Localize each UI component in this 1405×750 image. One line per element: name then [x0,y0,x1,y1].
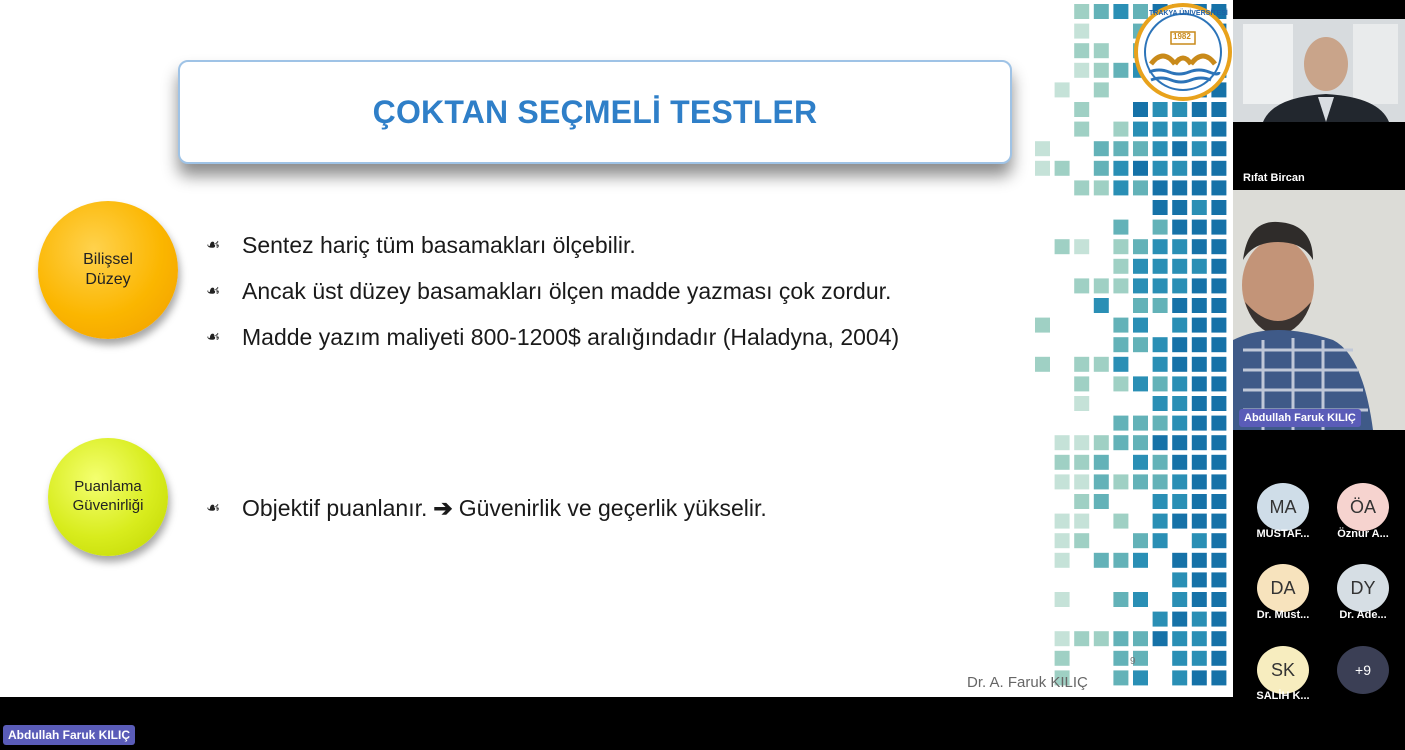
mosaic-square [1074,43,1089,58]
mosaic-square [1094,43,1109,58]
university-logo [1133,2,1233,102]
mosaic-square [1074,278,1089,293]
mosaic-square [1153,298,1168,313]
mosaic-square [1055,435,1070,450]
mosaic-square [1055,161,1070,176]
mosaic-square [1094,4,1109,19]
mosaic-square [1172,435,1187,450]
mosaic-square [1074,357,1089,372]
mosaic-square [1113,474,1128,489]
mosaic-square [1094,180,1109,195]
participants-panel [1233,0,1405,750]
mosaic-square [1172,357,1187,372]
participant-name: SALİH K... [1256,690,1310,702]
mosaic-square [1094,631,1109,646]
avatar-initials: DY [1350,577,1376,598]
participant-name: Rıfat Bircan [1243,172,1305,184]
mosaic-square [1192,514,1207,529]
list-item [206,268,899,314]
mosaic-square [1153,122,1168,137]
participant-avatar[interactable] [1337,483,1389,531]
mosaic-square [1192,318,1207,333]
mosaic-square [1172,514,1187,529]
mosaic-square [1192,612,1207,627]
participant-video-image [1233,190,1405,430]
mosaic-square [1074,435,1089,450]
mosaic-square [1153,141,1168,156]
mosaic-square [1113,141,1128,156]
mosaic-square [1074,396,1089,411]
mosaic-square [1133,180,1148,195]
mosaic-square [1074,24,1089,39]
mosaic-square [1133,259,1148,274]
mosaic-square [1172,631,1187,646]
mosaic-square [1192,592,1207,607]
slide-footer-author: Dr. A. Faruk KILIÇ [967,674,1088,691]
mosaic-square [1094,474,1109,489]
mosaic-square [1172,278,1187,293]
slide-page-number: 9 [1130,656,1136,667]
mosaic-square [1113,651,1128,666]
mosaic-square [1133,553,1148,568]
mosaic-square [1055,592,1070,607]
mosaic-square [1113,670,1128,685]
mosaic-square [1172,474,1187,489]
mosaic-square [1192,670,1207,685]
more-count: +9 [1355,662,1371,678]
mosaic-square [1094,357,1109,372]
mosaic-square [1211,494,1226,509]
participant-name: Öznur A... [1337,528,1389,540]
participant-avatar[interactable] [1257,483,1309,531]
circle-label: Bilişsel Düzey [83,251,133,288]
mosaic-square [1094,161,1109,176]
mosaic-square [1094,553,1109,568]
mosaic-square [1172,102,1187,117]
mosaic-square [1133,455,1148,470]
mosaic-square [1172,161,1187,176]
mosaic-square [1113,259,1128,274]
mosaic-square [1211,670,1226,685]
mosaic-square [1133,533,1148,548]
bullet-text: Sentez hariç tüm basamakları ölçebilir. [242,231,636,258]
mosaic-square [1192,220,1207,235]
mosaic-square [1172,612,1187,627]
active-speaker-tag: Abdullah Faruk KILIÇ [3,725,135,745]
mosaic-square [1211,416,1226,431]
mosaic-square [1133,102,1148,117]
list-item [206,485,767,531]
list-item [206,222,899,268]
mosaic-square [1074,474,1089,489]
mosaic-square [1211,337,1226,352]
mosaic-square [1055,631,1070,646]
list-item [206,314,899,360]
mosaic-square [1172,220,1187,235]
right-arrow-icon: ➔ [433,494,453,521]
mosaic-square [1192,298,1207,313]
mosaic-square [1113,161,1128,176]
mosaic-square [1192,435,1207,450]
mosaic-square [1192,259,1207,274]
mosaic-square [1133,122,1148,137]
avatar-initials: SK [1270,659,1295,680]
mosaic-square [1211,533,1226,548]
mosaic-square [1035,318,1050,333]
mosaic-square [1172,553,1187,568]
mosaic-square [1172,141,1187,156]
avatar-initials: MA [1269,496,1297,517]
mosaic-square [1055,239,1070,254]
bullet-list-bilissel [206,222,899,360]
mosaic-square [1192,455,1207,470]
mosaic-square [1211,298,1226,313]
mosaic-square [1094,455,1109,470]
mosaic-square [1192,180,1207,195]
mosaic-square [1133,592,1148,607]
mosaic-square [1172,592,1187,607]
mosaic-square [1074,514,1089,529]
mosaic-square [1211,396,1226,411]
swash-bullet-icon: ☙ [206,329,221,346]
mosaic-square [1094,435,1109,450]
mosaic-square [1133,416,1148,431]
mosaic-square [1133,161,1148,176]
mosaic-square [1055,651,1070,666]
participant-video-tile-active[interactable] [1233,190,1405,430]
mosaic-square [1074,376,1089,391]
mosaic-square [1133,670,1148,685]
swash-bullet-icon: ☙ [206,283,221,300]
mosaic-square [1153,102,1168,117]
logo-text: TRAKYA ÜNİVERSİTESİ [1149,10,1228,17]
mosaic-square [1153,435,1168,450]
mosaic-square [1113,416,1128,431]
section-circle-bilissel [38,201,178,339]
mosaic-square [1094,494,1109,509]
mosaic-square [1153,474,1168,489]
mosaic-square [1113,376,1128,391]
mosaic-square [1211,318,1226,333]
mosaic-square [1133,435,1148,450]
mosaic-square [1211,200,1226,215]
bullet-text-before: Objektif puanlanır. [242,494,428,521]
bullet-list-puanlama [206,485,767,531]
mosaic-square [1153,200,1168,215]
mosaic-square [1113,337,1128,352]
mosaic-square [1192,631,1207,646]
mosaic-square [1153,357,1168,372]
mosaic-square [1192,200,1207,215]
mosaic-square [1211,592,1226,607]
mosaic-square [1113,318,1128,333]
mosaic-square [1153,494,1168,509]
mosaic-square [1192,102,1207,117]
mosaic-square [1074,63,1089,78]
mosaic-square [1211,553,1226,568]
mosaic-square [1172,416,1187,431]
mosaic-square [1172,670,1187,685]
mosaic-square [1192,122,1207,137]
mosaic-square [1133,337,1148,352]
mosaic-square [1113,63,1128,78]
mosaic-square [1211,651,1226,666]
mosaic-square [1074,122,1089,137]
mosaic-square [1113,4,1128,19]
avatar-initials: DA [1270,577,1296,598]
mosaic-square [1055,553,1070,568]
mosaic-square [1133,239,1148,254]
mosaic-square [1192,494,1207,509]
mosaic-square [1153,376,1168,391]
mosaic-square [1192,376,1207,391]
mosaic-square [1094,141,1109,156]
decorative-square-mosaic [1034,0,1233,697]
mosaic-square [1133,141,1148,156]
mosaic-square [1211,141,1226,156]
mosaic-square [1211,239,1226,254]
mosaic-square [1211,122,1226,137]
mosaic-square [1133,278,1148,293]
mosaic-square [1074,455,1089,470]
mosaic-square [1113,592,1128,607]
mosaic-square [1192,533,1207,548]
mosaic-square [1113,514,1128,529]
circle-label: Puanlama Güvenirliği [72,478,144,514]
mosaic-square [1172,180,1187,195]
mosaic-square [1055,533,1070,548]
mosaic-square [1094,82,1109,97]
mosaic-square [1153,533,1168,548]
mosaic-square [1211,612,1226,627]
slide-title: ÇOKTAN SEÇMELİ TESTLER [372,93,818,130]
mosaic-square [1113,278,1128,293]
participant-video-tile[interactable] [1233,19,1405,122]
mosaic-square [1211,474,1226,489]
mosaic-square [1172,337,1187,352]
mosaic-square [1172,651,1187,666]
mosaic-square [1192,141,1207,156]
mosaic-square [1172,455,1187,470]
mosaic-square [1113,122,1128,137]
mosaic-square [1211,514,1226,529]
mosaic-square [1113,180,1128,195]
participant-video-image [1233,19,1405,122]
mosaic-square [1035,161,1050,176]
participant-name-tag: Abdullah Faruk KILIÇ [1239,409,1361,427]
mosaic-square [1211,180,1226,195]
participant-avatar[interactable] [1257,564,1309,612]
mosaic-square [1094,63,1109,78]
mosaic-square [1153,220,1168,235]
mosaic-square [1055,455,1070,470]
mosaic-square [1113,220,1128,235]
mosaic-square [1074,631,1089,646]
avatar-initials: ÖA [1349,496,1376,517]
mosaic-square [1211,278,1226,293]
mosaic-square [1133,318,1148,333]
mosaic-square [1192,161,1207,176]
mosaic-square [1153,631,1168,646]
mosaic-square [1133,631,1148,646]
mosaic-square [1074,494,1089,509]
mosaic-square [1074,102,1089,117]
mosaic-square [1172,298,1187,313]
mosaic-square [1172,494,1187,509]
mosaic-square [1211,455,1226,470]
mosaic-square [1113,553,1128,568]
bullet-text: Madde yazım maliyeti 800-1200$ aralığındadır (Haladyna, 2004) [242,323,900,350]
mosaic-square [1153,612,1168,627]
mosaic-square [1074,239,1089,254]
mosaic-square [1074,533,1089,548]
mosaic-square [1153,161,1168,176]
mosaic-square [1035,357,1050,372]
bullet-text: Ancak üst düzey basamakları ölçen madde yazması çok zordur. [242,277,892,304]
mosaic-square [1113,435,1128,450]
mosaic-square [1153,455,1168,470]
mosaic-square [1153,416,1168,431]
participant-avatar[interactable] [1337,564,1389,612]
mosaic-square [1113,631,1128,646]
participant-name: Dr. Must... [1256,609,1310,621]
mosaic-square [1192,572,1207,587]
mosaic-square [1113,357,1128,372]
mosaic-square [1153,239,1168,254]
bullet-text-after: Güvenirlik ve geçerlik yükselir. [458,494,767,521]
mosaic-square [1153,514,1168,529]
mosaic-square [1172,200,1187,215]
mosaic-square [1192,337,1207,352]
mosaic-square [1192,239,1207,254]
mosaic-square [1211,102,1226,117]
mosaic-square [1172,239,1187,254]
mosaic-square [1172,122,1187,137]
mosaic-square [1133,474,1148,489]
more-participants-button[interactable] [1337,646,1389,694]
mosaic-square [1074,180,1089,195]
mosaic-square [1192,553,1207,568]
section-circle-puanlama [48,438,168,556]
mosaic-square [1211,572,1226,587]
participant-name: MUSTAF... [1256,528,1310,540]
mosaic-square [1074,4,1089,19]
mosaic-square [1192,396,1207,411]
mosaic-square [1211,357,1226,372]
mosaic-square [1192,357,1207,372]
mosaic-square [1192,651,1207,666]
mosaic-square [1192,416,1207,431]
mosaic-square [1192,474,1207,489]
participant-avatar[interactable] [1257,646,1309,694]
mosaic-square [1192,278,1207,293]
mosaic-square [1035,141,1050,156]
mosaic-square [1172,318,1187,333]
mosaic-square [1172,259,1187,274]
mosaic-square [1055,514,1070,529]
slide-title-box [178,60,1012,164]
mosaic-square [1211,220,1226,235]
mosaic-square [1133,376,1148,391]
mosaic-square [1211,376,1226,391]
swash-bullet-icon: ☙ [206,500,221,517]
mosaic-square [1113,239,1128,254]
participant-name: Dr. Ade... [1339,609,1387,621]
mosaic-square [1211,259,1226,274]
mosaic-square [1133,298,1148,313]
mosaic-square [1172,396,1187,411]
mosaic-square [1153,396,1168,411]
mosaic-square [1153,259,1168,274]
mosaic-square [1172,376,1187,391]
mosaic-square [1211,631,1226,646]
logo-year: 1982 [1173,32,1191,41]
swash-bullet-icon: ☙ [206,237,221,254]
mosaic-square [1211,161,1226,176]
mosaic-square [1153,337,1168,352]
mosaic-square [1153,278,1168,293]
mosaic-square [1153,180,1168,195]
mosaic-square [1055,474,1070,489]
mosaic-square [1094,298,1109,313]
mosaic-square [1211,435,1226,450]
mosaic-square [1172,572,1187,587]
mosaic-square [1055,82,1070,97]
mosaic-square [1094,278,1109,293]
